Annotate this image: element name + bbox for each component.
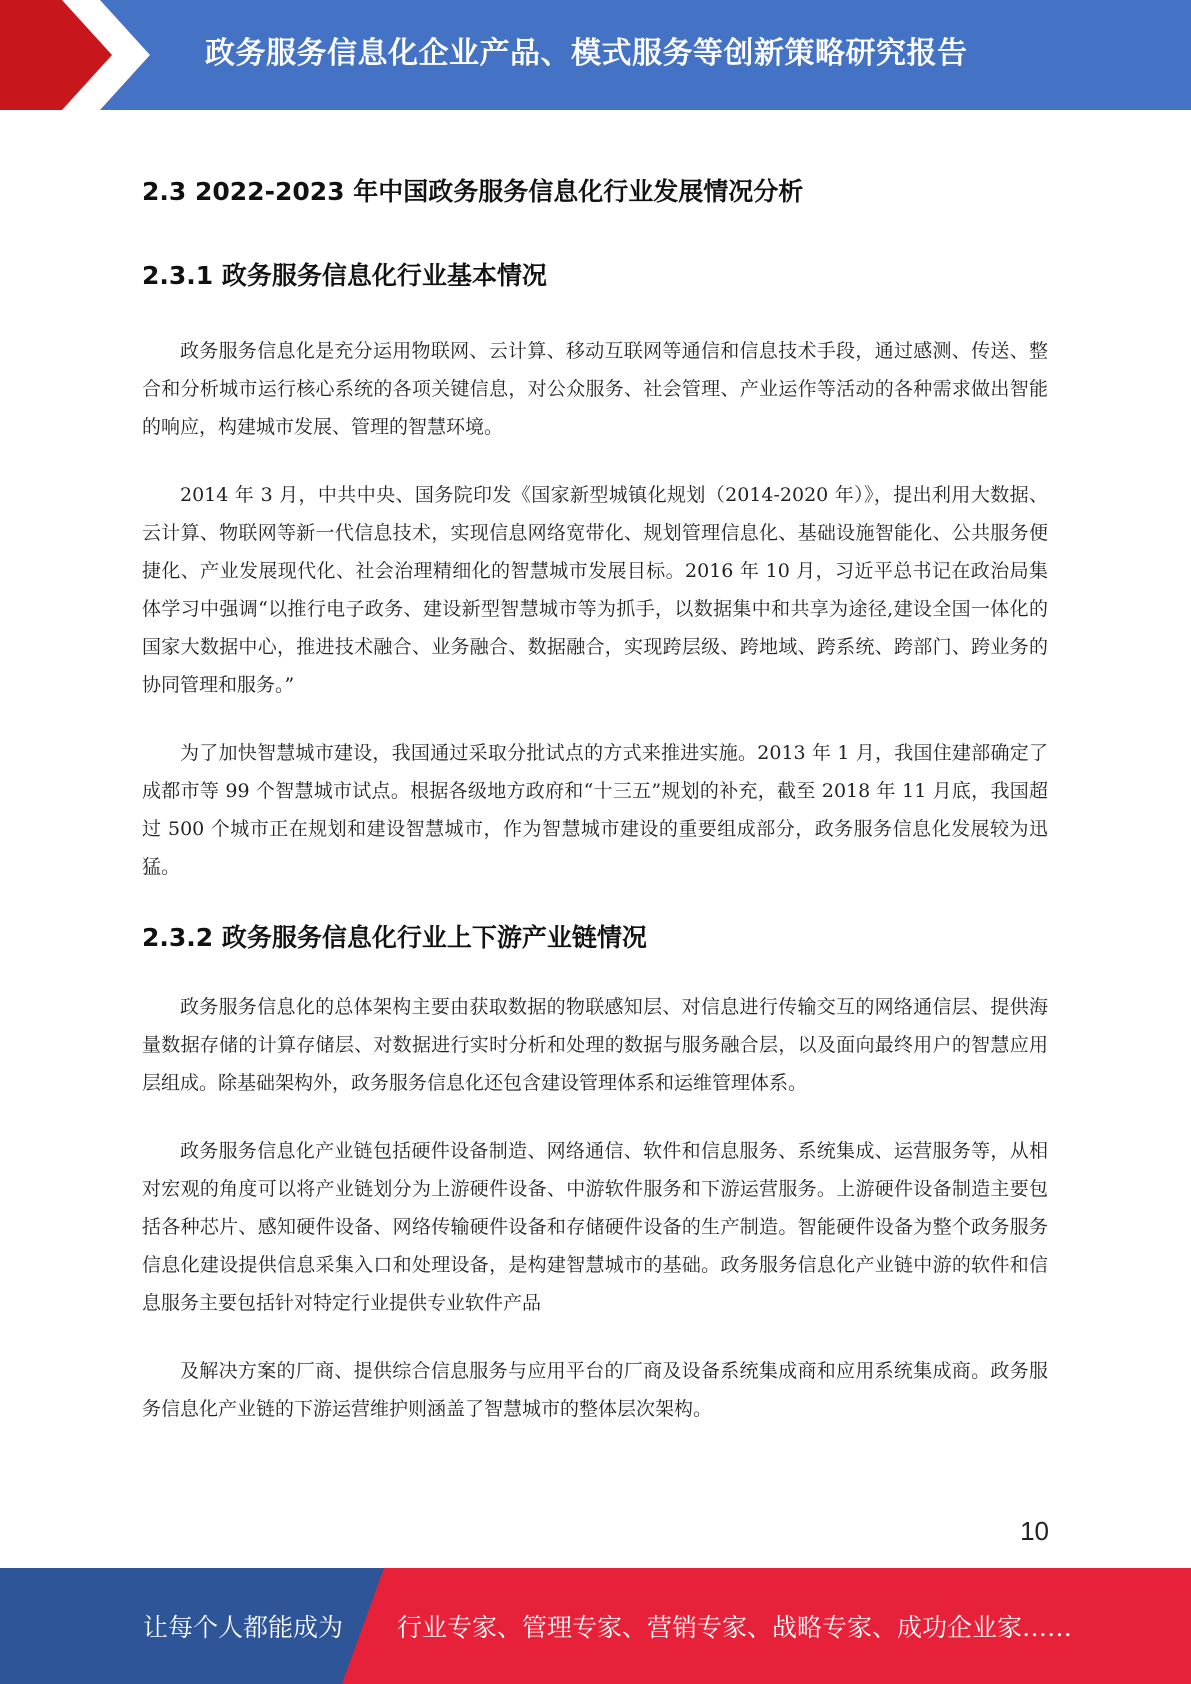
paragraph: 及解决方案的厂商、提供综合信息服务与应用平台的厂商及设备系统集成商和应用系统集成商。政务服务信息化产业链的下游运营维护则涵盖了智慧城市的整体层次架构。 — [142, 1360, 1048, 1420]
footer-banner — [0, 1568, 1191, 1684]
paragraph: 政务服务信息化产业链包括硬件设备制造、网络通信、软件和信息服务、系统集成、运营服务等，从相对宏观的角度可以将产业链划分为上游硬件设备、中游软件服务和下游运营服务。上游硬件设备制造主要包括各种芯片、感知硬件设备、网络传输硬件设备和存储硬件设备的生产制造。智能硬件设备为整个政务服务信息化建设提供信息采集入口和处理设备，是构建智慧城市的基础。政务服务信息化产业链中游的软件和信息服务主要包括针对特定行业提供专业软件产品 — [142, 1140, 1048, 1314]
section-heading: 2.3 2022-2023 年中国政务服务信息化行业发展情况分析 — [142, 177, 804, 206]
page-number: 10 — [1020, 1516, 1049, 1546]
header-title: 政务服务信息化企业产品、模式服务等创新策略研究报告 — [205, 36, 968, 71]
footer-slogan-left: 让每个人都能成为 — [143, 1613, 344, 1642]
paragraph: 2014 年 3 月，中共中央、国务院印发《国家新型城镇化规划（2014-2020 年）》，提出利用大数据、云计算、物联网等新一代信息技术，实现信息网络宽带化、规划管理信息化、基础设施智能化、公共服务便捷化、产业发展现代化、社会治理精细化的智慧城市发展目标。2016 年 10 月，习近平总书记在政治局集体学习中强调“以推行电子政务、建设新型智慧城市等为抓手，以数据集中和共享为途径,建设全国一体化的国家大数据中心，推进技术融合、业务融合、数据融合，实现跨层级、跨地域、跨系统、跨部门、跨业务的协同管理和服务。” — [142, 484, 1048, 696]
document-body — [142, 172, 1048, 1428]
footer-slogan-right: 行业专家、管理专家、营销专家、战略专家、成功企业家…… — [397, 1613, 1073, 1642]
subsection-heading: 2.3.1 政务服务信息化行业基本情况 — [142, 261, 547, 290]
paragraph: 为了加快智慧城市建设，我国通过采取分批试点的方式来推进实施。2013 年 1 月，我国住建部确定了成都市等 99 个智慧城市试点。根据各级地方政府和“十三五”规划的补充，截至 2018 年 11 月底，我国超过 500 个城市正在规划和建设智慧城市，作为智慧城市建设的重要组成部分，政务服务信息化发展较为迅猛。 — [142, 742, 1048, 878]
subsection-heading: 2.3.2 政务服务信息化行业上下游产业链情况 — [142, 923, 647, 952]
paragraph: 政务服务信息化是充分运用物联网、云计算、移动互联网等通信和信息技术手段，通过感测、传送、整合和分析城市运行核心系统的各项关键信息，对公众服务、社会管理、产业运作等活动的各种需求做出智能的响应，构建城市发展、管理的智慧环境。 — [142, 340, 1048, 438]
paragraph: 政务服务信息化的总体架构主要由获取数据的物联感知层、对信息进行传输交互的网络通信层、提供海量数据存储的计算存储层、对数据进行实时分析和处理的数据与服务融合层，以及面向最终用户的智慧应用层组成。除基础架构外，政务服务信息化还包含建设管理体系和运维管理体系。 — [142, 996, 1048, 1094]
header-banner — [0, 0, 1191, 110]
